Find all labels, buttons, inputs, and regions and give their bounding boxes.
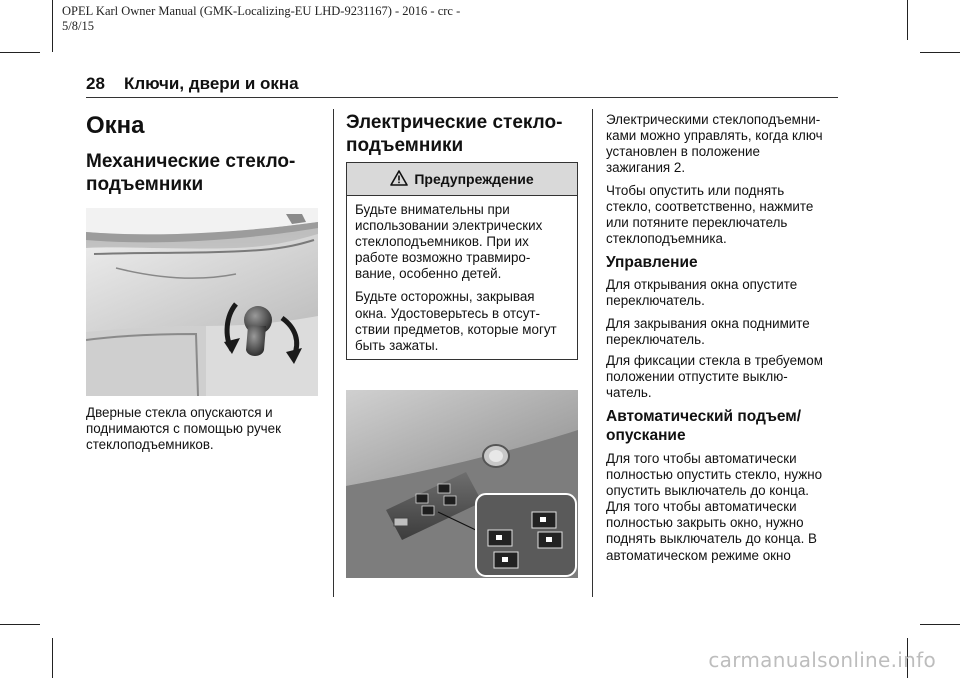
text-line: чатель. [606, 385, 652, 401]
subsection-heading [86, 150, 295, 196]
close-paragraph [606, 316, 856, 348]
text-line: использовании электрических [355, 218, 543, 234]
open-paragraph [606, 277, 856, 309]
watermark: carmanualsonline.info [708, 648, 936, 672]
intro-paragraph [606, 112, 856, 176]
warning-body [347, 196, 577, 354]
text-line: Будьте внимательны при [355, 202, 510, 217]
page-number: 28 [86, 74, 105, 93]
caption-line: Дверные стекла опускаются и [86, 405, 273, 420]
warning-box [346, 162, 578, 360]
text-line: положении отпустите выклю- [606, 369, 788, 385]
crop-mark [920, 624, 960, 625]
crop-mark [907, 0, 908, 40]
text-line: Электрическими стеклоподъемни- [606, 112, 821, 127]
fix-paragraph [606, 353, 856, 401]
text-line: Для того чтобы автоматически [606, 451, 797, 466]
crop-mark [52, 0, 53, 52]
text-line: ствии предметов, которые могут [355, 321, 557, 337]
heading-line: Автоматический подъем/ [606, 408, 802, 425]
header-rule [86, 97, 838, 98]
text-line: или потяните переключатель [606, 215, 788, 231]
warning-title: Предупреждение [414, 171, 534, 187]
text-line: ками можно управлять, когда ключ [606, 128, 823, 144]
text-line: Для открывания окна опустите [606, 277, 798, 292]
text-line: Чтобы опустить или поднять [606, 183, 785, 198]
door-panel-illustration [86, 208, 318, 396]
column-divider [592, 109, 593, 597]
document-meta-line: OPEL Karl Owner Manual (GMK-Localizing-EU LHD-9231167) - 2016 - crc - [62, 4, 461, 18]
heading-line: подъемники [346, 135, 464, 156]
text-line: Для того чтобы автоматически [606, 499, 797, 515]
subsection-heading [346, 111, 562, 157]
column-divider [333, 109, 334, 597]
text-line: установлен в положение [606, 144, 760, 160]
section-title: Ключи, двери и окна [124, 74, 299, 93]
heading-line: опускание [606, 427, 686, 444]
heading-line: Механические стекло- [86, 151, 296, 172]
text-line: Будьте осторожны, закрывая [355, 289, 535, 305]
warning-triangle-icon [390, 170, 408, 189]
auto-heading [606, 407, 801, 445]
window-switch-illustration [346, 390, 578, 578]
crop-mark [0, 52, 40, 53]
text-line: вание, особенно детей. [355, 266, 502, 282]
text-line: полностью закрыть окно, нужно [606, 515, 804, 531]
text-line: стеклоподъемника. [606, 231, 727, 247]
caption-line: поднимаются с помощью ручек [86, 421, 281, 437]
text-line: Для закрывания окна поднимите [606, 316, 810, 331]
crop-mark [920, 52, 960, 53]
section-heading: Окна [86, 112, 145, 139]
text-line: поднять выключатель до конца. В [606, 531, 817, 547]
text-line: работе возможно травмиро- [355, 250, 531, 266]
document-meta [62, 4, 522, 34]
warning-paragraph [355, 202, 569, 282]
control-heading: Управление [606, 254, 698, 271]
text-line: стекло, соответственно, нажмите [606, 199, 814, 215]
text-line: полностью опустить стекло, нужно [606, 467, 823, 483]
text-line: зажигания 2. [606, 160, 686, 176]
page-header [86, 74, 299, 94]
text-line: окна. Удостоверьтесь в отсут- [355, 305, 540, 321]
crop-mark [52, 638, 53, 678]
text-line: быть зажаты. [355, 337, 439, 353]
document-meta-line: 5/8/15 [62, 19, 94, 33]
warning-paragraph [355, 289, 569, 353]
text-line: автоматическом режиме окно [606, 547, 791, 563]
heading-line: Электрические стекло- [346, 112, 563, 133]
text-line: переключатель. [606, 332, 705, 348]
text-line: опустить выключатель до конца. [606, 483, 809, 499]
text-line: стеклоподъемников. При их [355, 234, 529, 250]
auto-paragraph [606, 451, 856, 564]
heading-line: подъемники [86, 174, 204, 195]
warning-header [347, 163, 577, 196]
text-line: переключатель. [606, 293, 705, 309]
caption-line: стеклоподъемников. [86, 437, 214, 453]
text-line: Для фиксации стекла в требуемом [606, 353, 823, 368]
figure-caption [86, 405, 326, 453]
crop-mark [0, 624, 40, 625]
instruction-paragraph [606, 183, 856, 247]
